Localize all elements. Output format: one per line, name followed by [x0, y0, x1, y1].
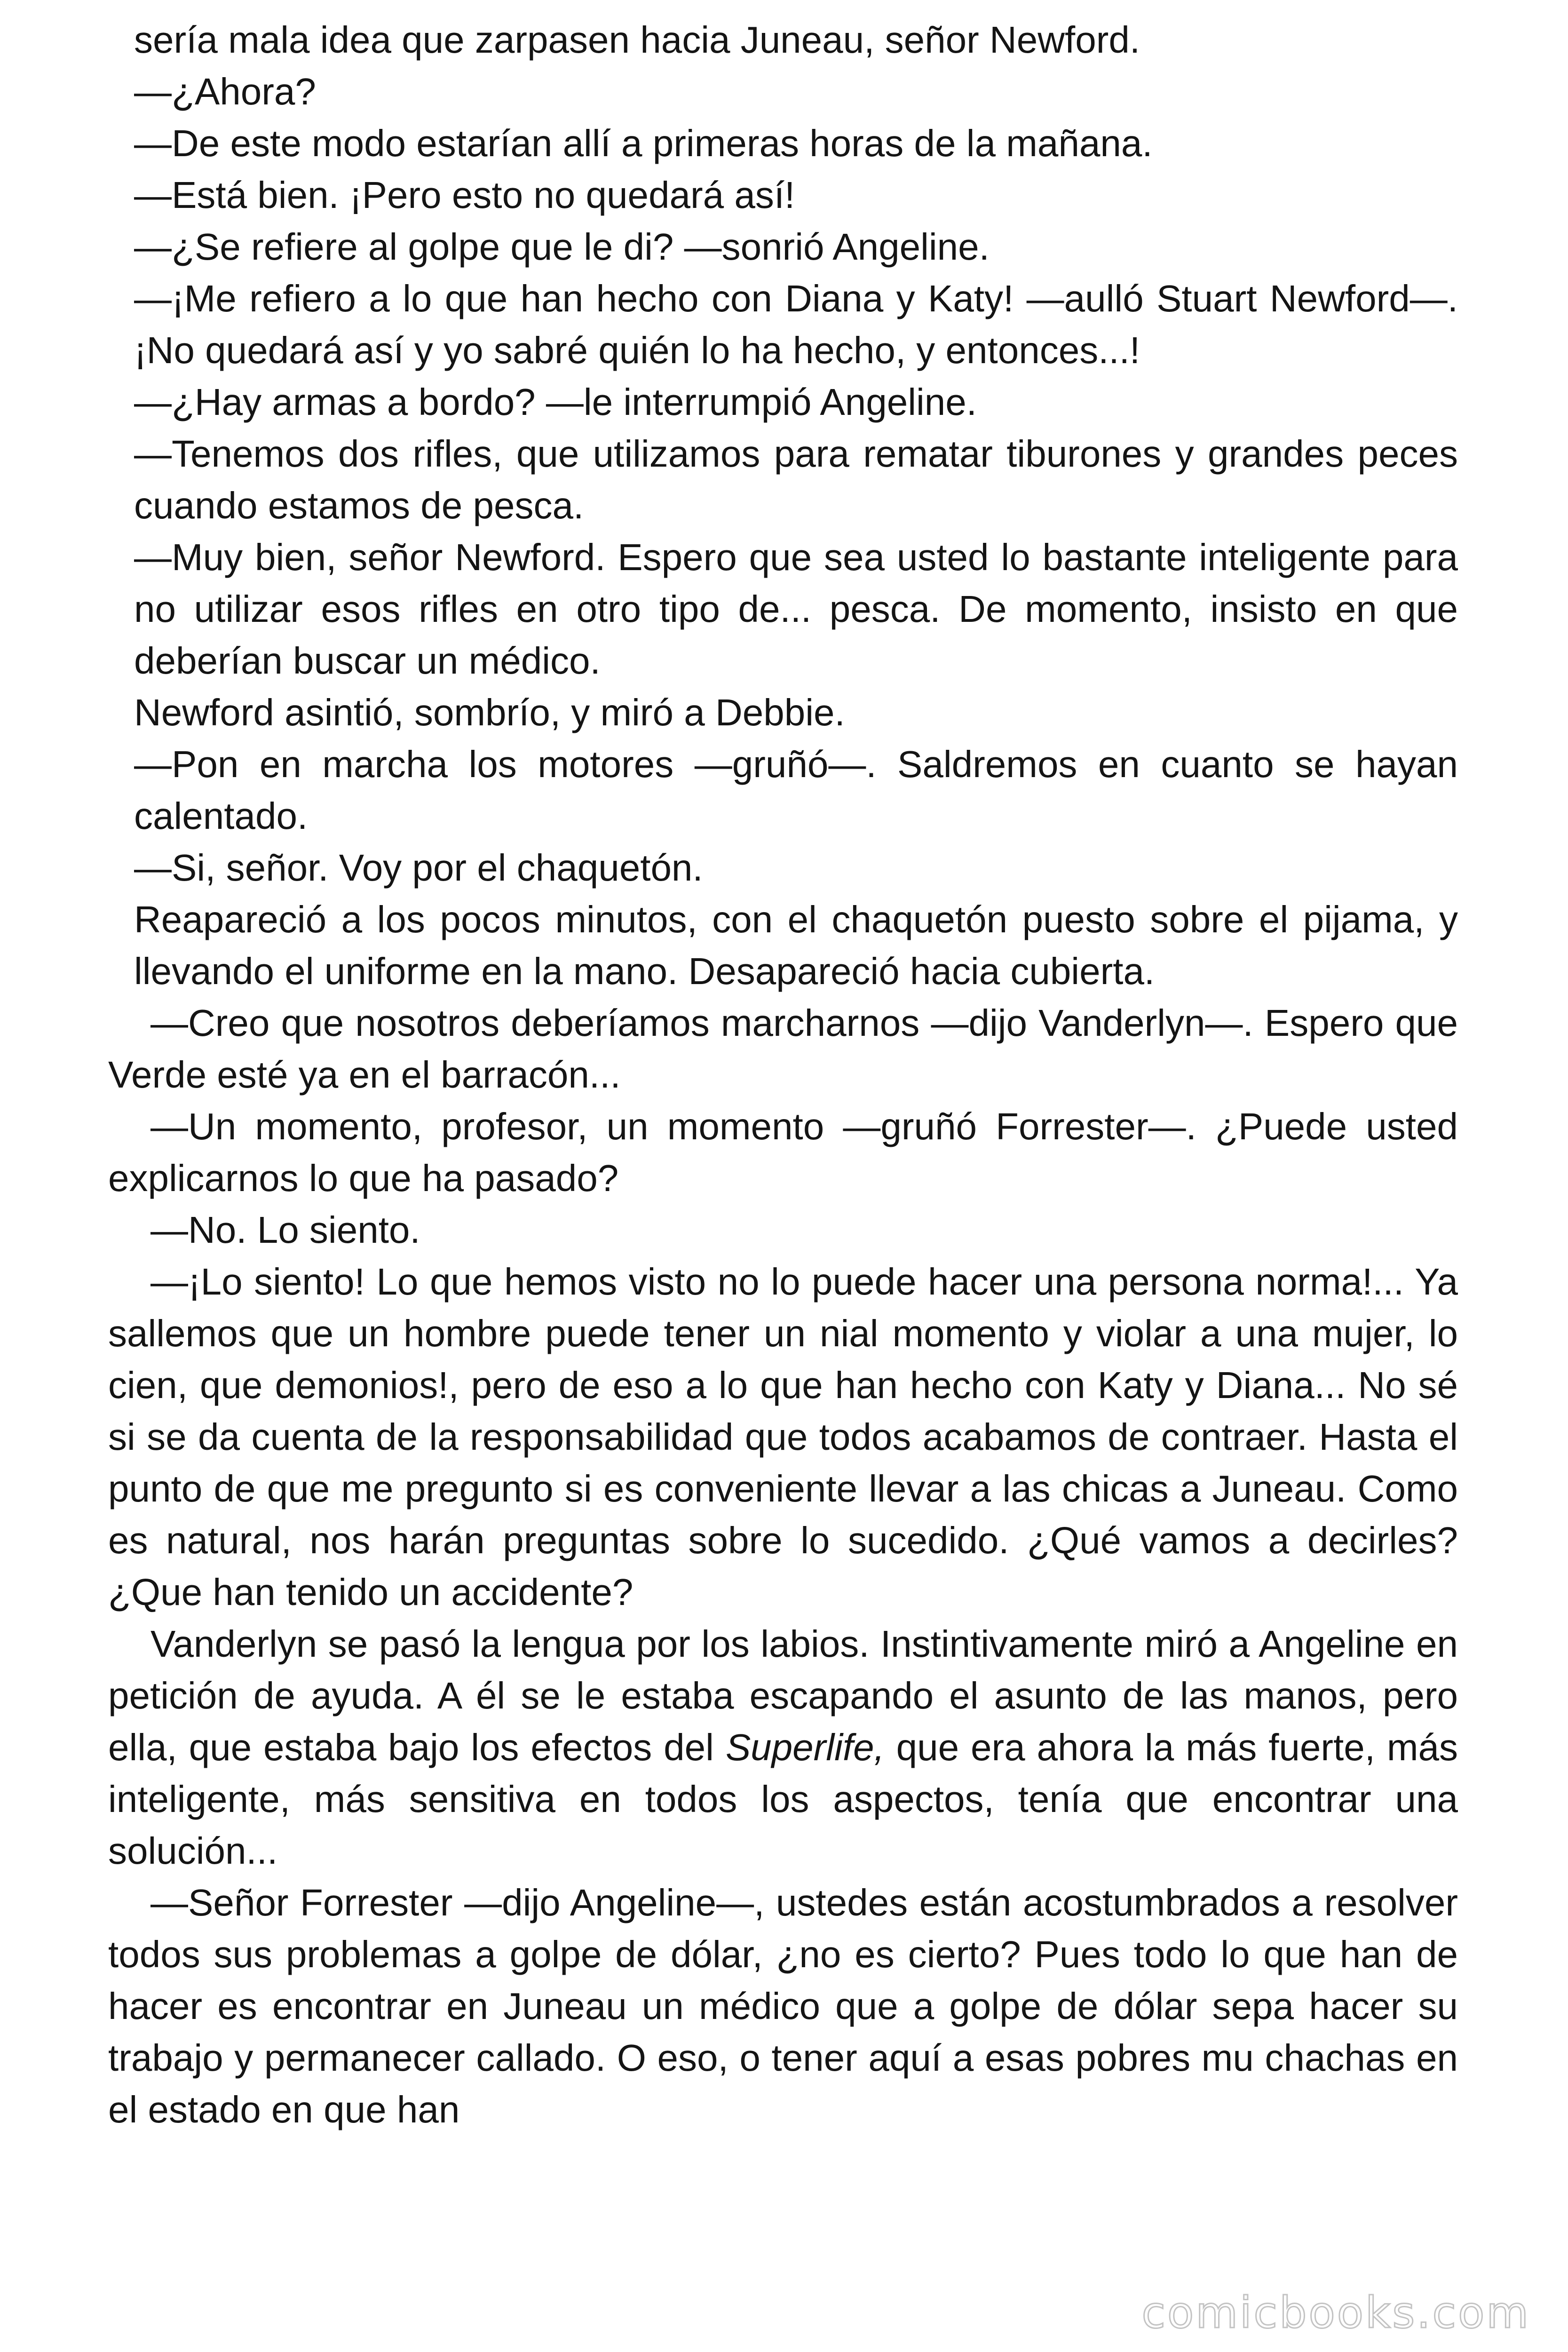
paragraph: —Si, señor. Voy por el chaquetón. [134, 847, 703, 889]
paragraph: sería mala idea que zarpasen hacia Juneau, señor Newford. [134, 19, 1140, 61]
paragraph: —Tenemos dos rifles, que utilizamos para rematar tiburones y grandes peces cuando estamos de pesca. [134, 433, 1458, 526]
paragraph: —¿Hay armas a bordo? —le interrumpió Angeline. [134, 381, 977, 423]
paragraph: —Señor Forrester —dijo Angeline—, ustedes están acostumbrados a resolver todos sus problemas a golpe de dólar, ¿no es cierto? Pues todo lo que han de hacer es encontrar en Juneau un médico que a golpe de dólar sepa hacer su trabajo y permanecer callado. O eso, o tener aquí a esas pobres mu chachas en el estado en que han [108, 1882, 1458, 2130]
paragraph: —Muy bien, señor Newford. Espero que sea usted lo bastante inteligente para no utilizar esos rifles en otro tipo de... pesca. De momento, insisto en que deberían buscar un médico. [134, 536, 1458, 682]
paragraph-text: que era ahora la más fuerte, más inteligente, más sensitiva en todos los aspectos, tenía que encontrar una solución... [108, 1726, 1458, 1872]
paragraph: —Creo que nosotros deberíamos marcharnos —dijo Vanderlyn—. Espero que Verde esté ya en el barracón... [108, 1002, 1458, 1096]
paragraph: —Está bien. ¡Pero esto no quedará así! [134, 174, 795, 216]
document-body [108, 14, 1458, 2136]
watermark: comicbooks.com [1141, 2288, 1530, 2338]
paragraph: —No. Lo siento. [150, 1209, 420, 1251]
paragraph: —¡Me refiero a lo que han hecho con Diana y Katy! —aulló Stuart Newford—. ¡No quedará así y yo sabré quién lo ha hecho, y entonces...! [134, 278, 1458, 371]
paragraph: Newford asintió, sombrío, y miró a Debbie. [134, 691, 845, 733]
paragraph: Reapareció a los pocos minutos, con el chaquetón puesto sobre el pijama, y llevando el uniforme en la mano. Desapareció hacia cubierta. [134, 898, 1458, 992]
paragraph-text: Vanderlyn se pasó la lengua por los labios. Instintivamente miró a Angeline en petición de ayuda. A él se le estaba escapando el asunto de las manos, pero ella, que estaba bajo los efectos del [108, 1623, 1458, 1768]
paragraph: —¿Se refiere al golpe que le di? —sonrió Angeline. [134, 226, 990, 268]
paragraph: —¡Lo siento! Lo que hemos visto no lo puede hacer una persona norma!... Ya sallemos que un hombre puede tener un nial momento y violar a una mujer, lo cien, que demonios!, pero de eso a lo que han hecho con Katy y Diana... No sé si se da cuenta de la responsabilidad que todos acabamos de contraer. Hasta el punto de que me pregunto si es conveniente llevar a las chicas a Juneau. Como es natural, nos harán preguntas sobre lo sucedido. ¿Qué vamos a decirles? ¿Que han tenido un accidente? [108, 1261, 1458, 1613]
paragraph: —De este modo estarían allí a primeras horas de la mañana. [134, 122, 1153, 164]
paragraph: —¿Ahora? [134, 71, 316, 112]
paragraph [108, 1618, 1458, 1877]
paragraph: —Pon en marcha los motores —gruñó—. Saldremos en cuanto se hayan calentado. [134, 743, 1458, 837]
paragraph: —Un momento, profesor, un momento —gruñó Forrester—. ¿Puede usted explicarnos lo que ha pasado? [108, 1105, 1458, 1199]
emphasis-text: Superlife, [725, 1726, 885, 1768]
